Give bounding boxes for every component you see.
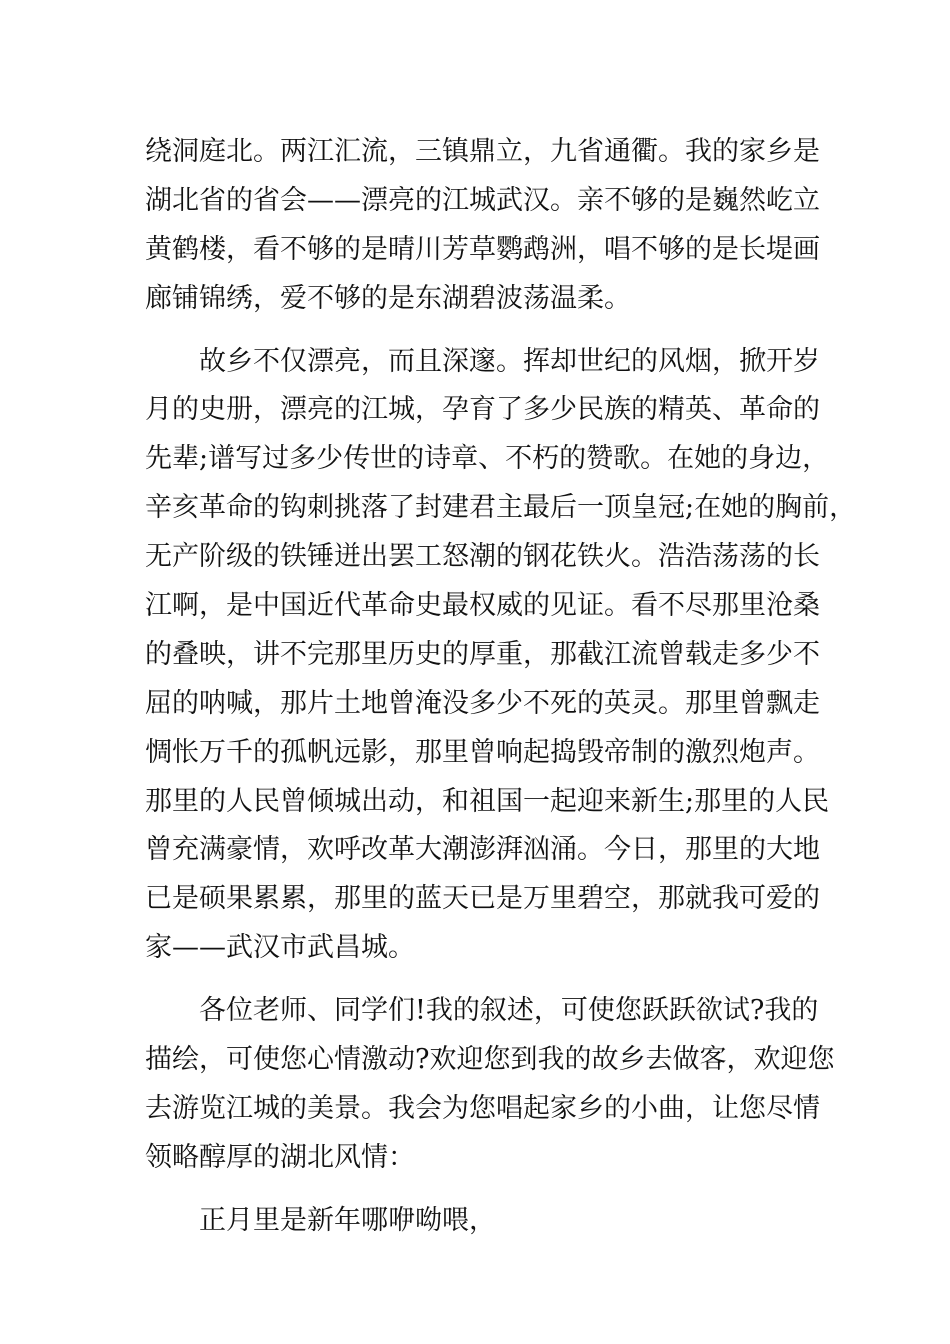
document-body	[145, 128, 857, 1246]
text-line: 那里的人民曾倾城出动，和祖国一起迎来新生;那里的人民	[145, 785, 830, 817]
text-line: 月的史册，漂亮的江城，孕育了多少民族的精英、革命的	[145, 394, 820, 426]
text-line: 先辈;谱写过多少传世的诗章、不朽的赞歌。在她的身边，	[145, 443, 830, 475]
text-line: 的叠映，讲不完那里历史的厚重，那截江流曾载走多少不	[145, 638, 820, 670]
paragraph-1	[145, 128, 825, 324]
text-line: 无产阶级的铁锤迸出罢工怒潮的钢花铁火。浩浩荡荡的长	[145, 541, 820, 573]
text-line: 黄鹤楼，看不够的是晴川芳草鹦鹉洲，唱不够的是长堤画	[145, 233, 820, 265]
text-line: 各位老师、同学们!我的叙述，可使您跃跃欲试?我的	[145, 995, 819, 1027]
text-line: 屈的呐喊，那片土地曾淹没多少不死的英灵。那里曾飘走	[145, 687, 820, 719]
text-line: 故乡不仅漂亮，而且深邃。挥却世纪的风烟，掀开岁	[145, 345, 820, 377]
paragraph-3	[145, 987, 835, 1183]
text-line: 描绘，可使您心情激动?欢迎您到我的故乡去做客，欢迎您	[145, 1044, 835, 1076]
text-line: 辛亥革命的钩刺挑落了封建君主最后一顶皇冠;在她的胸前，	[145, 492, 857, 524]
text-line: 廊铺锦绣，爱不够的是东湖碧波荡温柔。	[145, 282, 631, 314]
text-line: 正月里是新年哪咿呦喂，	[145, 1204, 496, 1236]
text-line: 湖北省的省会——漂亮的江城武汉。亲不够的是巍然屹立	[145, 184, 820, 216]
text-line: 惆怅万千的孤帆远影，那里曾响起捣毁帝制的激烈炮声。	[145, 736, 820, 768]
text-line: 去游览江城的美景。我会为您唱起家乡的小曲，让您尽情	[145, 1092, 820, 1124]
text-line: 家——武汉市武昌城。	[145, 932, 415, 964]
text-line: 已是硕果累累，那里的蓝天已是万里碧空，那就我可爱的	[145, 883, 820, 915]
text-line: 领略醇厚的湖北风情：	[145, 1141, 415, 1173]
text-line: 曾充满豪情，欢呼改革大潮澎湃汹涌。今日，那里的大地	[145, 834, 820, 866]
text-line: 江啊，是中国近代革命史最权威的见证。看不尽那里沧桑	[145, 590, 820, 622]
paragraph-4	[145, 1197, 825, 1246]
paragraph-2	[145, 338, 857, 974]
text-line: 绕洞庭北。两江汇流，三镇鼎立，九省通衢。我的家乡是	[145, 136, 820, 167]
